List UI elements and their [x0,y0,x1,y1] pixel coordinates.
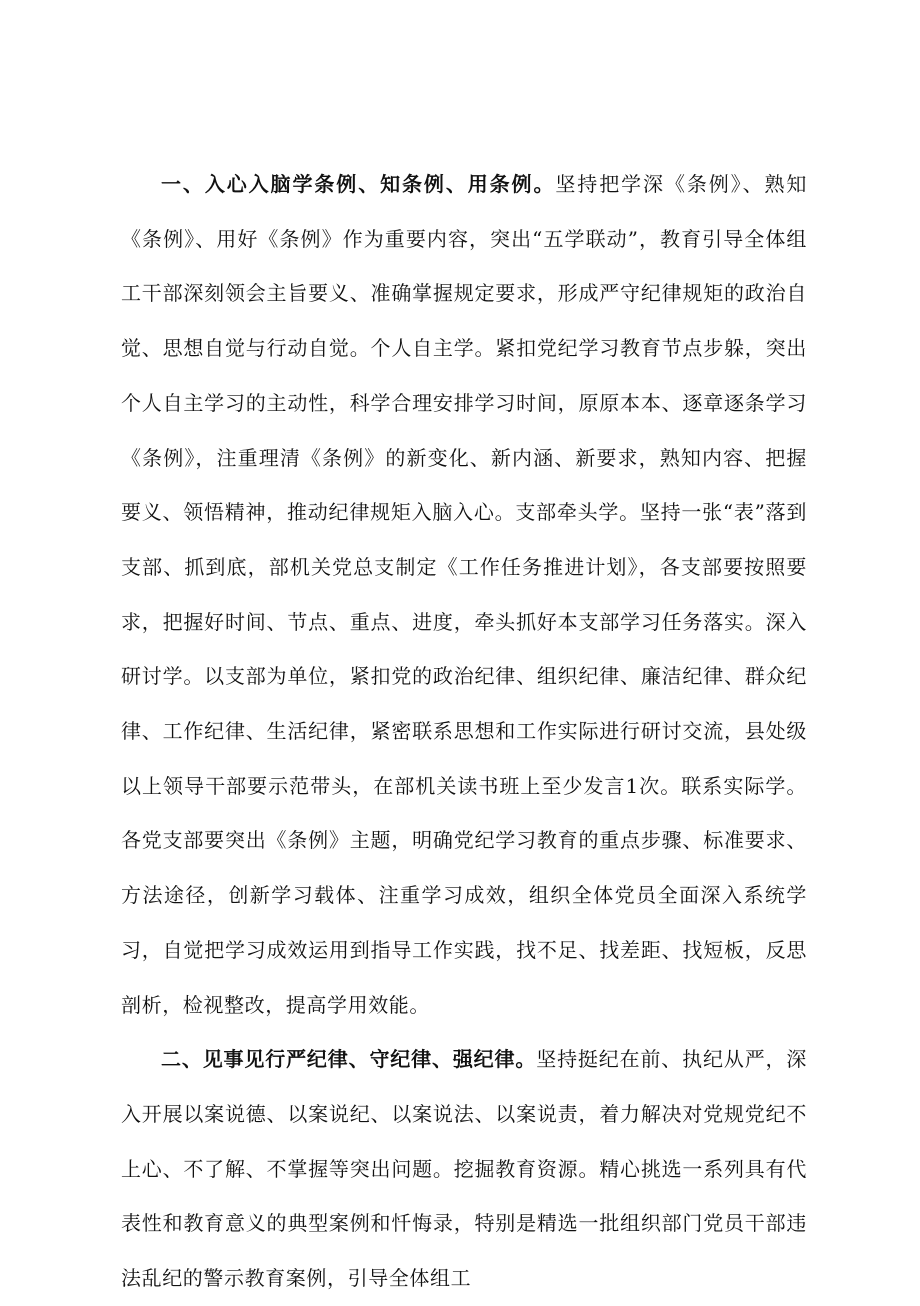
paragraph-2-heading: 二、见事见行严纪律、守纪律、强纪律。 [161,1047,537,1072]
paragraph-2 [121,1032,807,1306]
document-body [121,157,807,1306]
paragraph-1-body: 坚持把学深《条例》、熟知《条例》、用好《条例》作为重要内容，突出“五学联动”，教育引导全体组工干部深刻领会主旨要义、准确掌握规定要求，形成严守纪律规矩的政治自觉、思想自觉与行动自觉。个人自主学。紧扣党纪学习教育节点步躲，突出个人自主学习的主动性，科学合理安排学习时间，原原本本、逐章逐条学习《条例》，注重理清《条例》的新变化、新内涵、新要求，熟知内容、把握要义、领悟精神，推动纪律规矩入脑入心。支部牵头学。坚持一张“表”落到支部、抓到底，部机关党总支制定《工作任务推进计划》，各支部要按照要求，把握好时间、节点、重点、进度，牵头抓好本支部学习任务落实。深入研讨学。以支部为单位，紧扣党的政治纪律、组织纪律、廉洁纪律、群众纪律、工作纪律、生活纪律，紧密联系思想和工作实际进行研讨交流，县处级以上领导干部要示范带头，在部机关读书班上至少发言1次。联系实际学。各党支部要突出《条例》主题，明确党纪学习教育的重点步骤、标准要求、方法途径，创新学习载体、注重学习成效，组织全体党员全面深入系统学习，自觉把学习成效运用到指导工作实践，找不足、找差距、找短板，反思剖析，检视整改，提高学用效能。 [121,172,807,1017]
paragraph-1 [121,157,807,1032]
paragraph-1-heading: 一、入心入脑学条例、知条例、用条例。 [161,172,556,196]
paragraph-2-body: 坚持挺纪在前、执纪从严，深入开展以案说德、以案说纪、以案说法、以案说责，着力解决对党规党纪不上心、不了解、不掌握等突出问题。挖掘教育资源。精心挑选一系列具有代表性和教育意义的典型案例和忏悔录，特别是精选一批组织部门党员干部违法乱纪的警示教育案例，引导全体组工 [121,1047,807,1291]
